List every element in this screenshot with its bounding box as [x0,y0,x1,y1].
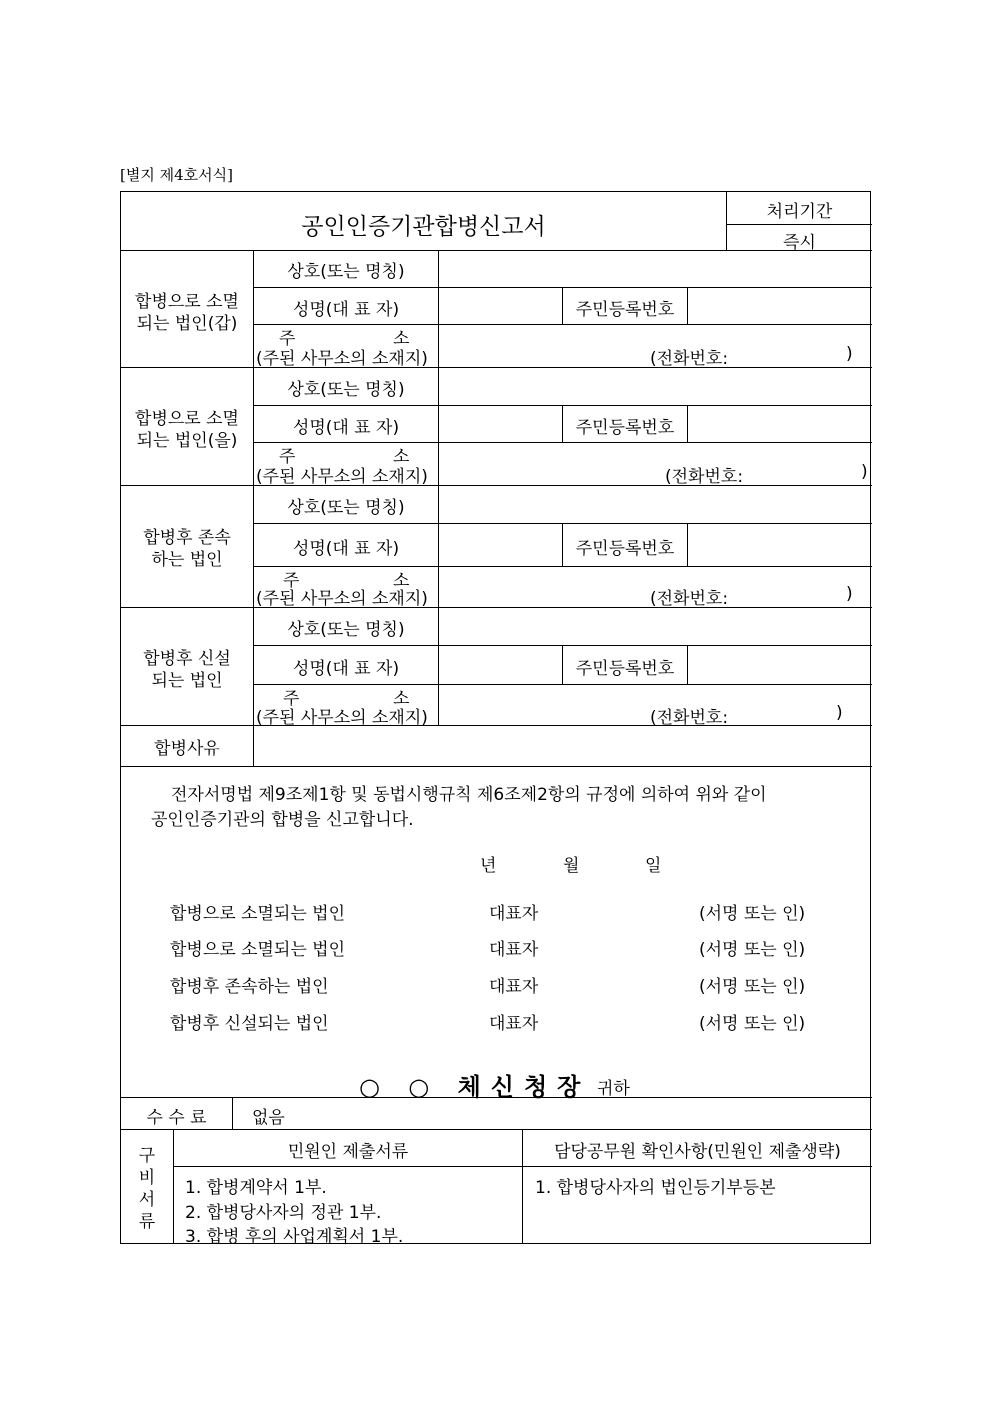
fee-label: 수 수 료 [146,1108,207,1128]
signatory-1-sign: (서명 또는 인) [699,904,806,924]
signatory-4-sign: (서명 또는 인) [699,1014,806,1034]
documents-side-label-1: 구 [138,1146,156,1166]
official-check-header: 담당공무원 확인사항(민원인 제출생략) [554,1142,841,1162]
report-form [120,191,871,1247]
section-3-resident-no-label: 주민등록번호 [575,539,675,559]
section-1-phone-open: (전화번호: [650,349,729,369]
section-3-address-label-a: 주 [283,571,300,591]
applicant-document-2: 2. 합병당사자의 정관 1부. [185,1203,382,1223]
section-1-label-line2: 되는 법인(갑) [136,314,238,334]
section-1-address-sub-label: (주된 사무소의 소재지) [256,349,428,369]
section-3-representative-label: 성명(대 표 자) [292,539,400,559]
signatory-1-entity: 합병으로 소멸되는 법인 [170,904,346,924]
documents-side-label-2: 비 [138,1168,156,1188]
section-2-phone-close: ) [861,462,868,482]
applicant-documents-header: 민원인 제출서류 [287,1142,409,1162]
section-4-trade-name-label: 상호(또는 명칭) [287,620,405,640]
section-4-label-line2: 되는 법인 [151,671,223,691]
section-3-address-sub-label: (주된 사무소의 소재지) [256,589,428,609]
section-2-label-line1: 합병으로 소멸 [135,409,239,429]
section-1-resident-no-label: 주민등록번호 [575,300,675,320]
signatory-3-role: 대표자 [489,977,539,997]
section-1-trade-name-label: 상호(또는 명칭) [287,262,405,282]
fee-value: 없음 [252,1108,285,1128]
section-2-representative-label: 성명(대 표 자) [292,418,400,438]
recipient-name: ○ ○ 체신청장 [359,1072,591,1101]
signatory-3-sign: (서명 또는 인) [699,977,806,997]
section-2-address-label-b: 소 [393,447,410,467]
processing-period-label: 처리기간 [766,202,833,222]
statement-line-2: 공인인증기관의 합병을 신고합니다. [151,810,414,830]
signatory-3-entity: 합병후 존속하는 법인 [170,977,329,997]
section-3-phone-close: ) [846,584,853,604]
section-2-address-label-a: 주 [279,447,296,467]
section-4-address-sub-label: (주된 사무소의 소재지) [256,708,428,728]
section-3-phone-open: (전화번호: [650,589,729,609]
section-3-label-line2: 하는 법인 [151,550,223,570]
section-4-label-line1: 합병후 신설 [143,649,231,669]
signatory-1-role: 대표자 [489,904,539,924]
date-month-label: 월 [563,856,580,876]
form-title: 공인인증기관합병신고서 [301,214,546,240]
signatory-4-role: 대표자 [489,1014,539,1034]
section-2-label-line2: 되는 법인(을) [136,431,238,451]
signatory-4-entity: 합병후 신설되는 법인 [170,1014,329,1034]
documents-side-label-3: 서 [138,1190,156,1210]
section-2-trade-name-label: 상호(또는 명칭) [287,380,405,400]
section-3-address-label-b: 소 [393,571,410,591]
recipient-suffix: 귀하 [597,1079,630,1099]
section-2-address-sub-label: (주된 사무소의 소재지) [256,467,428,487]
section-4-representative-label: 성명(대 표 자) [292,659,400,679]
section-3-label-line1: 합병후 존속 [143,528,231,548]
section-1-label-line1: 합병으로 소멸 [135,292,239,312]
section-3-trade-name-label: 상호(또는 명칭) [287,498,405,518]
section-4-phone-open: (전화번호: [650,708,729,728]
merger-reason-label: 합병사유 [154,739,220,759]
applicant-document-1: 1. 합병계약서 1부. [185,1178,327,1198]
signatory-2-entity: 합병으로 소멸되는 법인 [170,940,346,960]
statement-line-1: 전자서명법 제9조제1항 및 동법시행규칙 제6조제2항의 규정에 의하여 위와 같이 [171,785,767,805]
section-2-resident-no-label: 주민등록번호 [575,418,675,438]
official-check-item-1: 1. 합병당사자의 법인등기부등본 [535,1178,776,1198]
section-4-address-label-a: 주 [283,689,300,709]
section-2-phone-open: (전화번호: [665,467,744,487]
date-day-label: 일 [645,856,662,876]
section-1-address-label-b: 소 [393,329,410,349]
section-4-address-label-b: 소 [393,689,410,709]
section-1-address-label-a: 주 [279,329,296,349]
section-4-resident-no-label: 주민등록번호 [575,659,675,679]
section-1-phone-close: ) [846,344,853,364]
form-label: [별지 제4호서식] [120,166,233,184]
processing-period-value: 즉시 [783,233,816,253]
date-year-label: 년 [480,856,497,876]
documents-side-label-4: 류 [138,1212,156,1232]
signatory-2-sign: (서명 또는 인) [699,940,806,960]
applicant-document-3: 3. 합병 후의 사업계획서 1부. [185,1227,404,1247]
section-1-representative-label: 성명(대 표 자) [292,300,400,320]
signatory-2-role: 대표자 [489,940,539,960]
section-4-phone-close: ) [836,703,843,723]
